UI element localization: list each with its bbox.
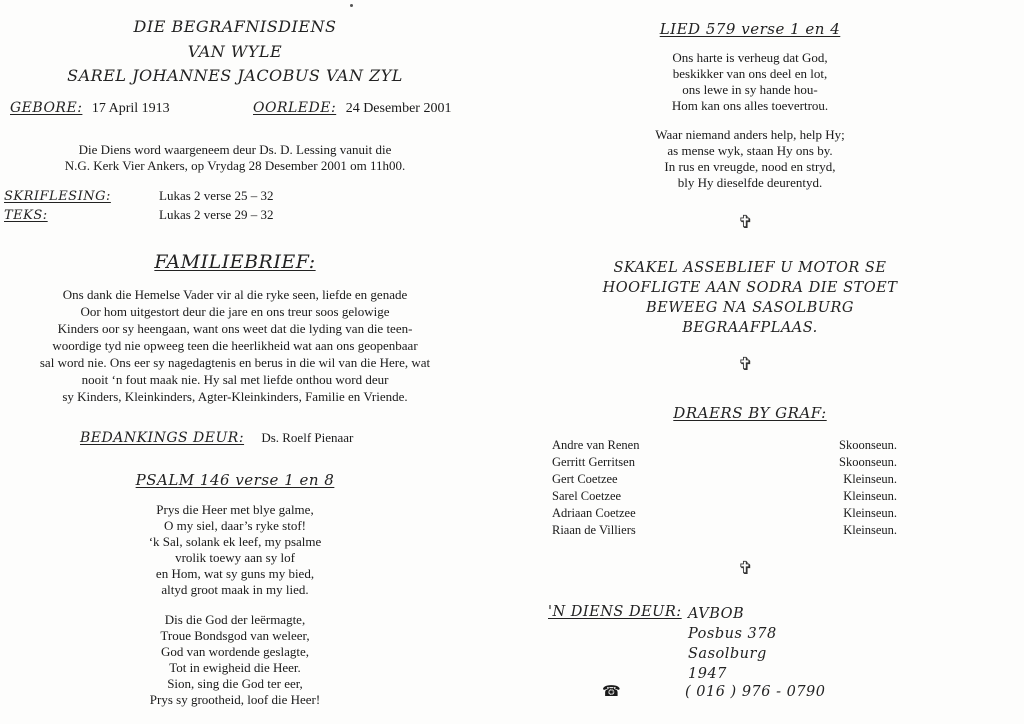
bearer-relation: Kleinseun. bbox=[843, 506, 897, 520]
undertaker-address: Posbus 378 bbox=[688, 626, 777, 642]
bearer-relation: Skoonseun. bbox=[839, 455, 897, 469]
service-line: N.G. Kerk Vier Ankers, op Vrydag 28 Desember 2001 om 11h00. bbox=[64, 158, 406, 173]
text-value: Lukas 2 verse 29 – 32 bbox=[159, 207, 274, 222]
family-line: nooit ‘n fout maak nie. Hy sal met liefde onthou word deur bbox=[81, 372, 389, 387]
hymn-stanza-1 bbox=[530, 50, 970, 114]
born-value: 17 April 1913 bbox=[91, 101, 170, 116]
thanks-row bbox=[80, 430, 353, 446]
phone-icon: ☎ bbox=[602, 684, 621, 700]
hymn-stanza-2 bbox=[530, 127, 970, 191]
family-line: Ons dank die Hemelse Vader vir al die ryke seen, liefde en genade bbox=[62, 287, 408, 302]
crease-dot bbox=[350, 4, 353, 7]
psalm-line: Prys die Heer met blye galme, bbox=[156, 502, 314, 517]
headlights-notice bbox=[530, 258, 970, 338]
list-item bbox=[552, 455, 897, 472]
family-line: Oor hom uitgestort deur die jare en ons treur soos gelowige bbox=[80, 304, 390, 319]
psalm-line: O my siel, daar’s ryke stof! bbox=[163, 518, 306, 533]
family-line: sy Kinders, Kleinkinders, Agter-Kleinkinders, Familie en Vriende. bbox=[62, 389, 408, 404]
psalm-heading: PSALM 146 verse 1 en 8 bbox=[135, 471, 335, 489]
undertaker-town: Sasolburg bbox=[688, 646, 767, 662]
title-line-1: DIE BEGRAFNISDIENS bbox=[133, 17, 337, 36]
died-label: OORLEDE: bbox=[253, 100, 337, 116]
bearer-relation: Kleinseun. bbox=[843, 489, 897, 503]
list-item bbox=[552, 523, 897, 540]
thanks-label: BEDANKINGS DEUR: bbox=[80, 430, 245, 446]
died-value: 24 Desember 2001 bbox=[345, 101, 452, 116]
notice-line: BEGRAAFPLAAS. bbox=[682, 320, 818, 336]
hymn-line: Waar niemand anders help, help Hy; bbox=[655, 127, 845, 142]
hymn-line: In rus en vreugde, nood en stryd, bbox=[664, 159, 836, 174]
psalm-line: ‘k Sal, solank ek leef, my psalme bbox=[148, 534, 322, 549]
bearer-name: Andre van Renen bbox=[552, 438, 640, 452]
born-row bbox=[10, 100, 170, 117]
psalm-stanza-1 bbox=[0, 502, 470, 598]
psalm-line: vrolik toewy aan sy lof bbox=[175, 550, 295, 565]
title-line-3: SAREL JOHANNES JACOBUS VAN ZYL bbox=[67, 66, 403, 85]
notice-line: SKAKEL ASSEBLIEF U MOTOR SE bbox=[613, 260, 887, 276]
bearer-relation: Skoonseun. bbox=[839, 438, 897, 452]
left-column bbox=[0, 0, 470, 724]
psalm-line: Troue Bondsgod van weleer, bbox=[160, 628, 310, 643]
family-line: woordige tyd nie opweeg teen die heerlikheid wat aan ons geopenbaar bbox=[52, 338, 418, 353]
undertaker-postcode: 1947 bbox=[688, 666, 727, 682]
bearer-name: Sarel Coetzee bbox=[552, 489, 622, 503]
bearer-name: Adriaan Coetzee bbox=[552, 506, 636, 520]
family-heading: FAMILIEBRIEF: bbox=[154, 251, 316, 273]
list-item bbox=[552, 472, 897, 489]
bearer-name: Riaan de Villiers bbox=[552, 523, 636, 537]
list-item bbox=[552, 506, 897, 523]
psalm-line: Dis die God der leërmagte, bbox=[164, 612, 306, 627]
hymn-line: bly Hy dieselfde deurentyd. bbox=[677, 175, 823, 190]
psalm-stanza-2 bbox=[0, 612, 470, 708]
text-row bbox=[4, 207, 273, 224]
psalm-line: Prys sy grootheid, loof die Heer! bbox=[149, 692, 321, 707]
list-item bbox=[552, 438, 897, 455]
service-line: Die Diens word waargeneem deur Ds. D. Lessing vanuit die bbox=[78, 142, 392, 157]
psalm-line: altyd groot maak in my lied. bbox=[161, 582, 309, 597]
bearer-relation: Kleinseun. bbox=[843, 472, 897, 486]
hymn-line: Ons harte is verheug dat God, bbox=[672, 50, 828, 65]
title-line-2: VAN WYLE bbox=[187, 42, 283, 61]
undertaker-name: AVBOB bbox=[688, 606, 745, 622]
bearer-name: Gert Coetzee bbox=[552, 472, 618, 486]
psalm-line: Tot in ewigheid die Heer. bbox=[169, 660, 301, 675]
thanks-value: Ds. Roelf Pienaar bbox=[261, 430, 354, 445]
psalm-line: God van wordende geslagte, bbox=[160, 644, 309, 659]
psalm-line: Sion, sing die God ter eer, bbox=[167, 676, 303, 691]
service-by-details bbox=[688, 604, 777, 684]
bearer-relation: Kleinseun. bbox=[843, 523, 897, 537]
service-details bbox=[0, 142, 470, 174]
cross-icon: ✞ bbox=[738, 212, 754, 232]
cross-icon: ✞ bbox=[738, 558, 754, 578]
list-item bbox=[552, 489, 897, 506]
service-by-label: 'N DIENS DEUR: bbox=[548, 604, 682, 620]
reading-label: SKRIFLESING: bbox=[4, 189, 111, 204]
right-column bbox=[530, 0, 1024, 724]
bearers-heading: DRAERS BY GRAF: bbox=[673, 404, 827, 422]
notice-line: HOOFLIGTE AAN SODRA DIE STOET bbox=[602, 280, 898, 296]
psalm-line: en Hom, wat sy guns my bied, bbox=[155, 566, 315, 581]
phone-number: ( 016 ) 976 - 0790 bbox=[685, 684, 826, 700]
hymn-heading: LIED 579 verse 1 en 4 bbox=[659, 20, 841, 38]
reading-row bbox=[4, 188, 273, 205]
died-row bbox=[253, 100, 451, 117]
family-line: sal word nie. Ons eer sy nagedagtenis en berus in die wil van die Here, wat bbox=[39, 355, 431, 370]
family-line: Kinders oor sy heengaan, want ons weet dat die lyding van die teen- bbox=[57, 321, 413, 336]
text-label: TEKS: bbox=[4, 208, 48, 223]
hymn-line: as mense wyk, staan Hy ons by. bbox=[667, 143, 833, 158]
hymn-line: beskikker van ons deel en lot, bbox=[672, 66, 828, 81]
hymn-line: Hom kan ons alles toevertrou. bbox=[671, 98, 829, 113]
family-letter bbox=[0, 286, 470, 405]
reading-value: Lukas 2 verse 25 – 32 bbox=[159, 188, 274, 203]
cross-icon: ✞ bbox=[738, 354, 754, 374]
hymn-line: ons lewe in sy hande hou- bbox=[682, 82, 818, 97]
notice-line: BEWEEG NA SASOLBURG bbox=[645, 300, 854, 316]
born-label: GEBORE: bbox=[10, 100, 83, 116]
bearer-name: Gerritt Gerritsen bbox=[552, 455, 635, 469]
